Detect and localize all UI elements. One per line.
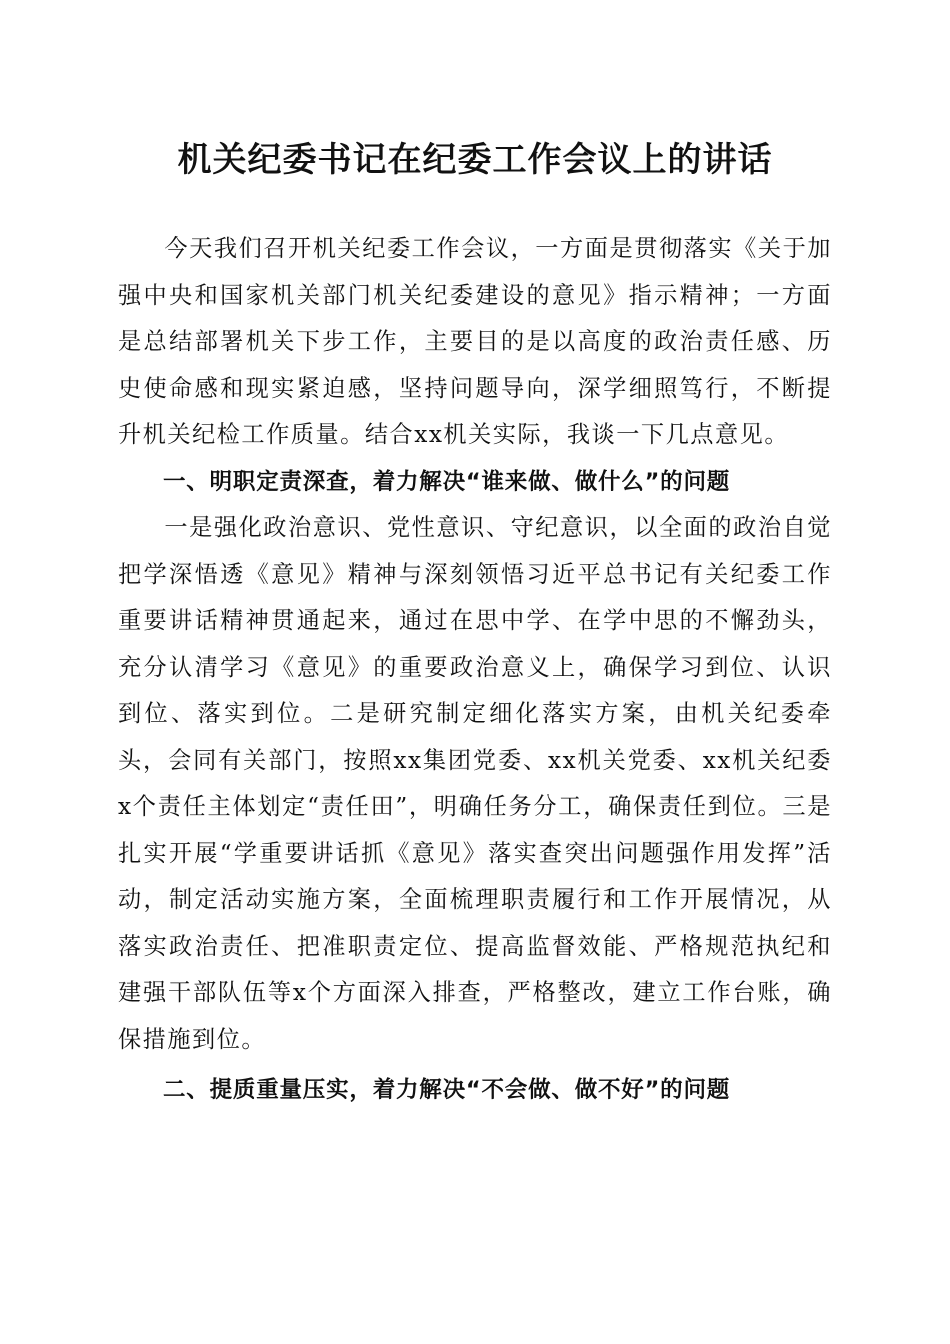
document-title: 机关纪委书记在纪委工作会议上的讲话	[177, 140, 773, 180]
section-2-heading: 二、提质重量压实，着力解决“不会做、做不好”的问题	[163, 1077, 731, 1103]
document-body	[118, 226, 832, 1114]
section-1-paragraph: 一是强化政治意识、党性意识、守纪意识，以全面的政治自觉把学深悟透《意见》精神与深刻领悟习近平总书记有关纪委工作重要讲话精神贯通起来，通过在思中学、在学中思的不懈劲头，充分认清学习《意见》的重要政治意义上，确保学习到位、认识到位、落实到位。二是研究制定细化落实方案，由机关纪委牵头，会同有关部门，按照xx集团党委、xx机关党委、xx机关纪委x个责任主体划定“责任田”，明确任务分工，确保责任到位。三是扎实开展“学重要讲话抓《意见》落实查突出问题强作用发挥”活动，制定活动实施方案，全面梳理职责履行和工作开展情况，从落实政治责任、把准职责定位、提高监督效能、严格规范执纪和建强干部队伍等x个方面深入排查，严格整改，建立工作台账，确保措施到位。	[118, 514, 832, 1053]
intro-paragraph: 今天我们召开机关纪委工作会议，一方面是贯彻落实《关于加强中央和国家机关部门机关纪委建设的意见》指示精神；一方面是总结部署机关下步工作，主要目的是以高度的政治责任感、历史使命感和现实紧迫感，坚持问题导向，深学细照笃行，不断提升机关纪检工作质量。结合xx机关实际，我谈一下几点意见。	[118, 235, 832, 448]
section-1-heading: 一、明职定责深查，着力解决“谁来做、做什么”的问题	[163, 468, 731, 495]
